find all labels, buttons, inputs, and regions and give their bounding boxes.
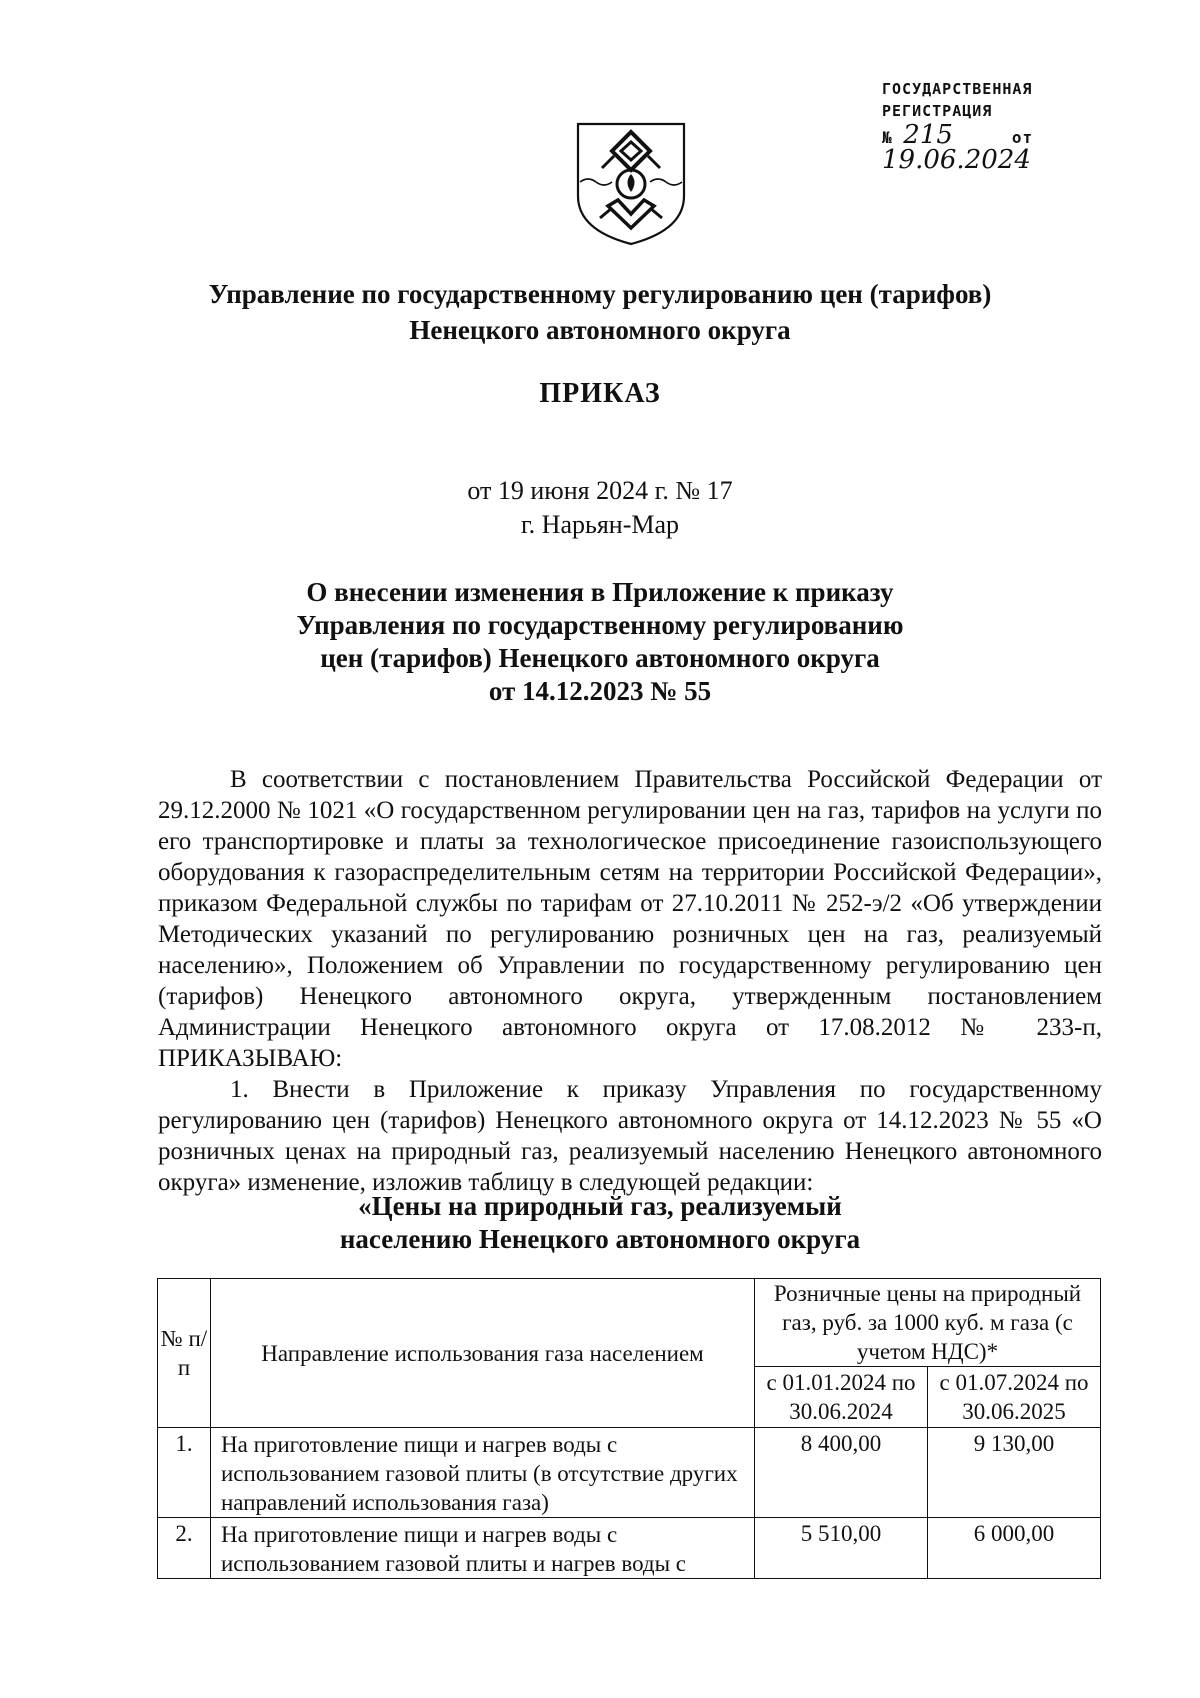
row-price-period-1: 5 510,00 bbox=[755, 1518, 928, 1579]
stamp-line-2: РЕГИСТРАЦИЯ bbox=[882, 102, 993, 120]
coat-of-arms-emblem-icon bbox=[572, 118, 690, 248]
header-price-group: Розничные цены на природный газ, руб. за 1000 куб. м газа (с учетом НДС)* bbox=[755, 1279, 1101, 1367]
stamp-date-label: от bbox=[1011, 128, 1034, 147]
table-title-line-2: населению Ненецкого автономного округа bbox=[339, 1224, 861, 1254]
header-no: № п/п bbox=[158, 1279, 211, 1428]
header-direction: Направление использования газа населением bbox=[211, 1279, 755, 1428]
stamp-date: 19.06.2024 bbox=[882, 145, 1031, 175]
body-paragraph-2: 1. Внести в Приложение к приказу Управления по государственному регулированию цен (тарифов) Ненецкого автономного округа от 14.12.2023 № 55 «О розничных ценах на природный газ, реализуемый населению Ненецкого автономного округа» изменение, изложив таблицу в следующей редакции: bbox=[158, 1076, 1102, 1196]
table-title bbox=[0, 1190, 1200, 1256]
table-header-row bbox=[158, 1279, 1101, 1367]
document-date-place bbox=[0, 474, 1200, 542]
subject-line-3: цен (тарифов) Ненецкого автономного округа bbox=[320, 643, 880, 673]
row-price-period-1: 8 400,00 bbox=[755, 1428, 928, 1518]
document-date-number: от 19 июня 2024 г. № 17 bbox=[467, 476, 733, 505]
org-line-1: Управление по государственному регулированию цен (тарифов) bbox=[208, 279, 992, 309]
stamp-number: 215 bbox=[903, 120, 953, 150]
row-number: 2. bbox=[158, 1518, 211, 1579]
stamp-number-label: № bbox=[882, 128, 893, 147]
document-subject bbox=[0, 576, 1200, 708]
registration-stamp bbox=[882, 78, 1182, 174]
body-paragraph-1: В соответствии с постановлением Правительства Российской Федерации от 29.12.2000 № 1021 «О государственном регулировании цен на газ, тарифов на услуги по его транспортировке и платы за технологическое присоединение газоиспользующего оборудования к газораспределительным сетям на территории Российской Федерации», приказом Федеральной службы по тарифам от 27.10.2011 № 252-э/2 «Об утверждении Методических указаний по регулированию розничных цен на газ, реализуемый населению», Положением об Управлении по государственному регулированию цен (тарифов) Ненецкого автономного округа, утвержденным постановлением Администрации Ненецкого автономного округа от 17.08.2012 № 233-п, ПРИКАЗЫВАЮ: bbox=[158, 766, 1102, 1072]
document-type-title: ПРИКАЗ bbox=[539, 378, 661, 409]
subject-line-4: от 14.12.2023 № 55 bbox=[488, 676, 712, 706]
subject-line-1: О внесении изменения в Приложение к приказу bbox=[306, 577, 894, 607]
row-price-period-2: 9 130,00 bbox=[928, 1428, 1101, 1518]
table-row bbox=[158, 1428, 1101, 1518]
header-period-1: с 01.01.2024 по 30.06.2024 bbox=[755, 1367, 928, 1428]
header-period-2: с 01.07.2024 по 30.06.2025 bbox=[928, 1367, 1101, 1428]
row-direction: На приготовление пищи и нагрев воды с использованием газовой плиты и нагрев воды с bbox=[211, 1518, 755, 1579]
table-row bbox=[158, 1518, 1101, 1579]
row-direction: На приготовление пищи и нагрев воды с использованием газовой плиты (в отсутствие других направлений использования газа) bbox=[211, 1428, 755, 1518]
organization-name bbox=[0, 276, 1200, 348]
row-number: 1. bbox=[158, 1428, 211, 1518]
stamp-line-1: ГОСУДАРСТВЕННАЯ bbox=[882, 80, 1033, 98]
table-title-line-1: «Цены на природный газ, реализуемый bbox=[358, 1191, 842, 1221]
document-body bbox=[158, 764, 1102, 1198]
prices-table bbox=[157, 1278, 1101, 1579]
subject-line-2: Управления по государственному регулированию bbox=[296, 610, 904, 640]
row-price-period-2: 6 000,00 bbox=[928, 1518, 1101, 1579]
document-place: г. Нарьян-Мар bbox=[520, 510, 680, 539]
org-line-2: Ненецкого автономного округа bbox=[409, 315, 791, 345]
